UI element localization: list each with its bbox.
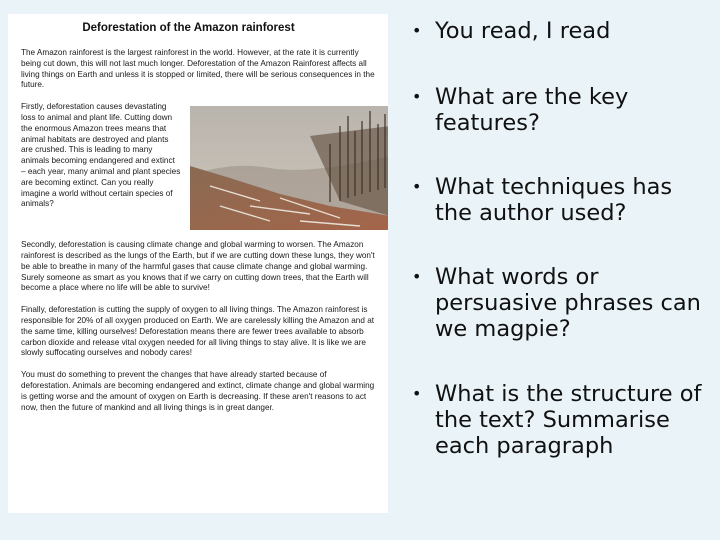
bullet-item: • You read, I read [412, 18, 611, 44]
bullet-list [410, 0, 710, 540]
bullet-dot-icon: • [412, 21, 422, 40]
bullet-dot-icon: • [412, 87, 422, 106]
document-panel [8, 14, 388, 513]
bullet-dot-icon: • [412, 384, 422, 403]
bullet-dot-icon: • [412, 177, 422, 196]
bullet-item: • What is the structure of the text? Summarise each paragraph [412, 381, 702, 459]
bullet-item: • What techniques has the author used? [412, 174, 673, 226]
bullet-item: • What are the key features? [412, 84, 629, 136]
paragraph-finally: Finally, deforestation is cutting the supply of oxygen to all living things. The Amazon rainforest is responsible for 20% of all oxygen produced on Earth. We are carelessly killing the Amazon and at the same time, killing ourselves! Deforestation means there are fewer trees available to absorb carbon dioxide and release vital oxygen needed for all living things to stay alive. It is like we are slowly suffocating ourselves and nobody cares! [21, 305, 375, 358]
paragraph-with-photo [21, 102, 376, 234]
bullet-item: • What words or persuasive phrases can we magpie? [412, 264, 701, 342]
paragraph-intro: The Amazon rainforest is the largest rainforest in the world. However, at the rate it is currently being cut down, this will not last much longer. Deforestation of the Amazon Rainforest affects all living things on Earth and unless it is stopped or limited, there will be serious consequences in the future. [21, 48, 375, 90]
paragraph-secondly: Secondly, deforestation is causing climate change and global warming to worsen. The Amazon rainforest is described as the lungs of the Earth, but if we are cutting down these lungs, they won't be able to breathe in many of the harmful gases that cause climate change and global warming. Surely someone as smart as you knows that if we carry on cutting down trees, that the Earth will become a place where no life will be able to survive! [21, 240, 375, 293]
document-title: Deforestation of the Amazon rainforest [82, 22, 295, 34]
paragraph-firstly: Firstly, deforestation causes devastating loss to animal and plant life. Cutting down the enormous Amazon trees means that animal habitats are destroyed and plants are crushed. This is leading to many animals becoming endangered and extinct – each year, many animal and plant species are becoming extinct. Can you really imagine a world without certain species of animals? [21, 102, 181, 209]
paragraph-conclusion: You must do something to prevent the changes that have already started because of deforestation. Animals are becoming endangered and extinct, climate change and global warming is getting worse and the amount of oxygen on Earth is decreasing. If these aren't reasons to act now, then the future of mankind and all living things is in great danger. [21, 370, 375, 412]
bullet-dot-icon: • [412, 267, 422, 286]
deforestation-photo [190, 106, 388, 230]
